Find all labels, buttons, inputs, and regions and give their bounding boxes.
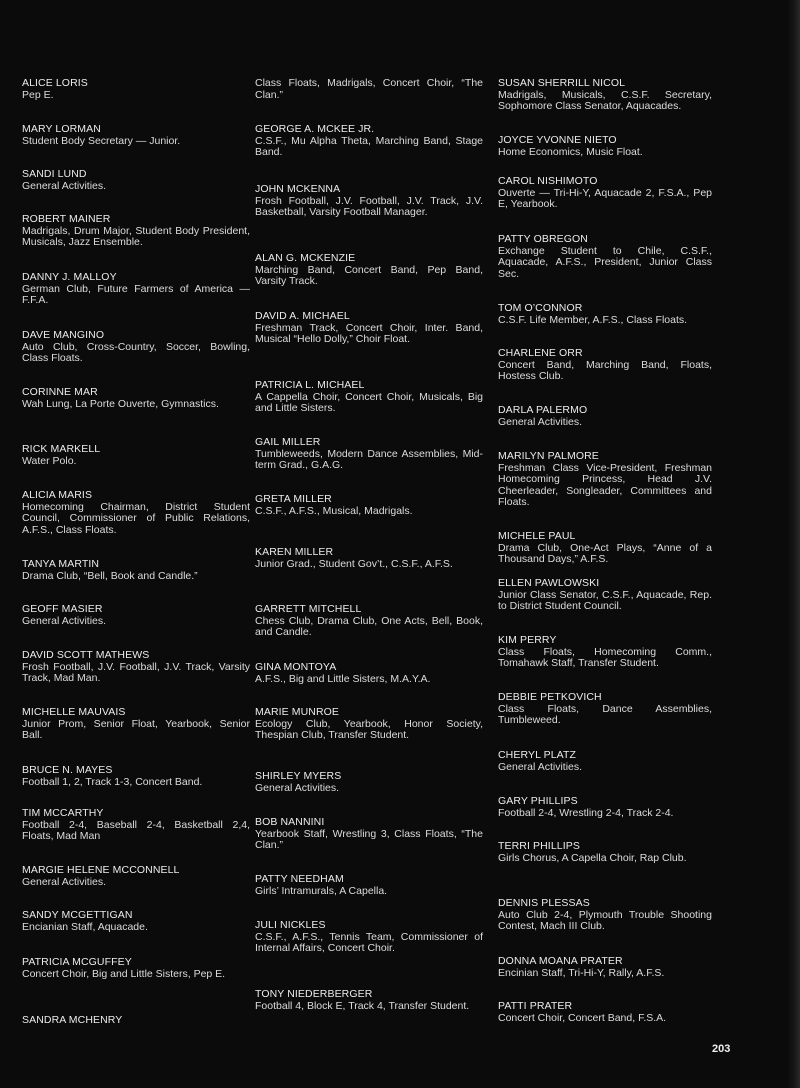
student-name: MARILYN PALMORE	[498, 450, 599, 462]
student-name: ROBERT MAINER	[22, 213, 111, 225]
student-activities: Junior Grad., Student Gov’t., C.S.F., A.F.S.	[255, 557, 453, 570]
student-name: ALICIA MARIS	[22, 489, 93, 501]
student-name: SUSAN SHERRILL NICOL	[498, 77, 626, 89]
list-item	[498, 135, 712, 158]
student-name: SHIRLEY MYERS	[255, 770, 342, 782]
student-name: DANNY J. MALLOY	[22, 271, 117, 283]
column-2	[255, 0, 483, 1040]
list-item	[22, 387, 250, 410]
student-activities: Frosh Football, J.V. Football, J.V. Track, J.V. Basketball, Varsity Football Manager.	[255, 194, 483, 218]
list-item	[22, 78, 250, 101]
student-name: PATRICIA L. MICHAEL	[255, 379, 365, 391]
list-item	[498, 841, 712, 864]
student-activities: Water Polo.	[22, 454, 77, 467]
student-activities: C.S.F., A.F.S., Musical, Madrigals.	[255, 504, 413, 517]
list-item	[22, 707, 250, 742]
student-activities: Junior Class Senator, C.S.F., Aquacade, Rep. to District Student Council.	[498, 588, 712, 612]
student-name: CAROL NISHIMOTO	[498, 175, 598, 187]
student-name: TIM MCCARTHY	[22, 807, 104, 819]
list-item	[22, 865, 250, 888]
student-activities: General Activities.	[255, 781, 340, 794]
student-name: GARY PHILLIPS	[498, 795, 578, 807]
student-name: SANDRA MCHENRY	[22, 1014, 123, 1026]
student-activities: Marching Band, Concert Band, Pep Band, Varsity Track.	[255, 263, 483, 287]
list-item	[498, 78, 712, 113]
student-name: ALICE LORIS	[22, 77, 88, 89]
list-item	[498, 303, 712, 326]
student-name: TOM O’CONNOR	[498, 302, 583, 314]
list-item	[498, 956, 712, 979]
list-item	[255, 920, 483, 955]
student-name: MARGIE HELENE MCCONNELL	[22, 864, 180, 876]
list-item	[255, 817, 483, 852]
student-activities: Freshman Class Vice-President, Freshman Homecoming Princess, Head J.V. Cheerleader, Songleader, Committees and Floats.	[498, 461, 712, 508]
list-item	[255, 707, 483, 742]
student-activities: Chess Club, Drama Club, One Acts, Bell, Book, and Candle.	[255, 614, 483, 638]
student-activities: C.S.F. Life Member, A.F.S., Class Floats.	[498, 313, 688, 326]
student-name: MICHELLE MAUVAIS	[22, 706, 126, 718]
student-name: PATTI PRATER	[498, 1000, 573, 1012]
student-name: ELLEN PAWLOWSKI	[498, 577, 600, 589]
list-item	[498, 692, 712, 727]
student-activities: General Activities.	[498, 760, 583, 773]
student-name: MARIE MUNROE	[255, 706, 340, 718]
list-item	[22, 957, 250, 980]
list-item	[22, 124, 250, 147]
student-name: DENNIS PLESSAS	[498, 897, 590, 909]
student-activities: General Activities.	[22, 875, 107, 888]
student-activities: Concert Band, Marching Band, Floats, Hostess Club.	[498, 358, 712, 382]
page-edge	[788, 0, 800, 1088]
student-name: PATTY OBREGON	[498, 233, 588, 245]
student-name: PATTY NEEDHAM	[255, 873, 344, 885]
list-item	[22, 214, 250, 249]
list-item	[255, 771, 483, 794]
student-activities: Madrigals, Musicals, C.S.F. Secretary, Sophomore Class Senator, Aquacades.	[498, 88, 712, 112]
student-activities: General Activities.	[22, 614, 107, 627]
student-activities: Drama Club, “Bell, Book and Candle.”	[22, 569, 198, 582]
student-name: BOB NANNINI	[255, 816, 325, 828]
list-item	[255, 547, 483, 570]
list-item	[255, 989, 483, 1012]
student-name: JULI NICKLES	[255, 919, 326, 931]
list-item	[255, 380, 483, 415]
student-name: GARRETT MITCHELL	[255, 603, 362, 615]
student-activities: Concert Choir, Big and Little Sisters, Pep E.	[22, 967, 226, 980]
list-item	[498, 176, 712, 211]
student-activities: Ecology Club, Yearbook, Honor Society, Thespian Club, Transfer Student.	[255, 717, 483, 741]
student-name: TANYA MARTIN	[22, 558, 100, 570]
student-name: JOHN MCKENNA	[255, 183, 341, 195]
student-activities: Girls’ Intramurals, A Capella.	[255, 884, 388, 897]
student-name: MARY LORMAN	[22, 123, 101, 135]
student-activities: Exchange Student to Chile, C.S.F., Aquacade, A.F.S., President, Junior Class Sec.	[498, 244, 712, 280]
student-name: KAREN MILLER	[255, 546, 334, 558]
student-name: MICHELE PAUL	[498, 530, 576, 542]
student-activities: General Activities.	[498, 415, 583, 428]
student-activities: C.S.F., A.F.S., Tennis Team, Commissioner of Internal Affairs, Concert Choir.	[255, 930, 483, 954]
student-activities: Class Floats, Homecoming Comm., Tomahawk Staff, Transfer Student.	[498, 645, 712, 669]
list-item	[22, 604, 250, 627]
list-item	[22, 272, 250, 307]
student-activities: A.F.S., Big and Little Sisters, M.A.Y.A.	[255, 672, 431, 685]
list-item	[255, 311, 483, 346]
list-item	[22, 490, 250, 536]
student-name: DARLA PALERMO	[498, 404, 588, 416]
student-name: GINA MONTOYA	[255, 661, 337, 673]
list-item	[498, 578, 712, 613]
student-name: SANDY MCGETTIGAN	[22, 909, 133, 921]
list-item	[255, 662, 483, 685]
list-item	[22, 910, 250, 933]
list-item	[498, 898, 712, 933]
student-name: DAVID A. MICHAEL	[255, 310, 350, 322]
student-activities: Encinian Staff, Tri-Hi-Y, Rally, A.F.S.	[498, 966, 665, 979]
student-activities: Frosh Football, J.V. Football, J.V. Track, Varsity Track, Mad Man.	[22, 660, 250, 684]
student-activities: Freshman Track, Concert Choir, Inter. Band, Musical “Hello Dolly,” Choir Float.	[255, 321, 483, 345]
list-item	[255, 78, 483, 101]
student-activities: Football 2-4, Wrestling 2-4, Track 2-4.	[498, 806, 674, 819]
list-item	[22, 808, 250, 843]
student-activities: Class Floats, Madrigals, Concert Choir, “The Clan.”	[255, 77, 483, 101]
student-name: CHARLENE ORR	[498, 347, 583, 359]
student-activities: Junior Prom, Senior Float, Yearbook, Senior Ball.	[22, 717, 250, 741]
list-item	[255, 494, 483, 517]
column-3	[498, 0, 712, 1040]
student-activities: Encianian Staff, Aquacade.	[22, 920, 148, 933]
list-item	[498, 796, 712, 819]
student-activities: Concert Choir, Concert Band, F.S.A.	[498, 1011, 667, 1024]
list-item	[498, 234, 712, 280]
page-number: 203	[712, 1043, 731, 1055]
student-name: KIM PERRY	[498, 634, 557, 646]
list-item	[498, 635, 712, 670]
student-activities: Football 1, 2, Track 1-3, Concert Band.	[22, 775, 203, 788]
student-name: PATRICIA MCGUFFEY	[22, 956, 132, 968]
student-name: GEOFF MASIER	[22, 603, 103, 615]
list-item	[22, 169, 250, 192]
student-name: DONNA MOANA PRATER	[498, 955, 623, 967]
list-item	[255, 124, 483, 159]
student-activities: Student Body Secretary — Junior.	[22, 134, 181, 147]
student-activities: Drama Club, One-Act Plays, “Anne of a Thousand Days,” A.F.S.	[498, 541, 712, 565]
student-activities: Pep E.	[22, 88, 54, 101]
list-item	[255, 184, 483, 219]
student-name: RICK MARKELL	[22, 443, 101, 455]
student-name: GRETA MILLER	[255, 493, 332, 505]
list-item	[22, 444, 250, 467]
list-item	[22, 559, 250, 582]
student-activities: General Activities.	[22, 179, 107, 192]
student-name: BRUCE N. MAYES	[22, 764, 113, 776]
student-name: DAVE MANGINO	[22, 329, 105, 341]
student-activities: Football 2-4, Baseball 2-4, Basketball 2,4, Floats, Mad Man	[22, 818, 250, 842]
student-activities: Yearbook Staff, Wrestling 3, Class Floats, “The Clan.”	[255, 827, 483, 851]
student-activities: German Club, Future Farmers of America — F.F.A.	[22, 282, 250, 306]
list-item	[498, 750, 712, 773]
list-item	[22, 1015, 250, 1027]
student-activities: Ouverte — Tri-Hi-Y, Aquacade 2, F.S.A., Pep E, Yearbook.	[498, 186, 712, 210]
student-activities: Class Floats, Dance Assemblies, Tumbleweed.	[498, 702, 712, 726]
student-name: JOYCE YVONNE NIETO	[498, 134, 617, 146]
student-activities: Girls Chorus, A Capella Choir, Rap Club.	[498, 851, 687, 864]
list-item	[255, 437, 483, 472]
list-item	[498, 1001, 712, 1024]
student-activities: Wah Lung, La Porte Ouverte, Gymnastics.	[22, 397, 219, 410]
student-activities: Home Economics, Music Float.	[498, 145, 643, 158]
student-activities: Football 4, Block E, Track 4, Transfer Student.	[255, 999, 470, 1012]
student-activities: Homecoming Chairman, District Student Council, Commissioner of Public Relations, A.F.S., Class Floats.	[22, 500, 250, 536]
student-name: ALAN G. MCKENZIE	[255, 252, 356, 264]
student-name: TONY NIEDERBERGER	[255, 988, 373, 1000]
student-name: DEBBIE PETKOVICH	[498, 691, 602, 703]
student-name: DAVID SCOTT MATHEWS	[22, 649, 150, 661]
list-item	[498, 451, 712, 509]
list-item	[22, 765, 250, 788]
student-name: TERRI PHILLIPS	[498, 840, 580, 852]
list-item	[255, 253, 483, 288]
student-activities: A Cappella Choir, Concert Choir, Musicals, Big and Little Sisters.	[255, 390, 483, 414]
student-activities: C.S.F., Mu Alpha Theta, Marching Band, Stage Band.	[255, 134, 483, 158]
student-activities: Madrigals, Drum Major, Student Body President, Musicals, Jazz Ensemble.	[22, 224, 250, 248]
student-activities: Auto Club, Cross-Country, Soccer, Bowling, Class Floats.	[22, 340, 250, 364]
student-name: CHERYL PLATZ	[498, 749, 577, 761]
student-name: GAIL MILLER	[255, 436, 321, 448]
student-name: SANDI LUND	[22, 168, 87, 180]
list-item	[255, 874, 483, 897]
list-item	[22, 650, 250, 685]
list-item	[22, 330, 250, 365]
list-item	[498, 405, 712, 428]
list-item	[498, 348, 712, 383]
student-activities: Tumbleweeds, Modern Dance Assemblies, Mid-term Grad., G.A.G.	[255, 447, 483, 471]
student-name: CORINNE MAR	[22, 386, 98, 398]
list-item	[255, 604, 483, 639]
student-activities: Auto Club 2-4, Plymouth Trouble Shooting Contest, Mach III Club.	[498, 908, 712, 932]
student-name: GEORGE A. MCKEE JR.	[255, 123, 375, 135]
list-item	[498, 531, 712, 566]
column-1	[22, 0, 250, 1040]
